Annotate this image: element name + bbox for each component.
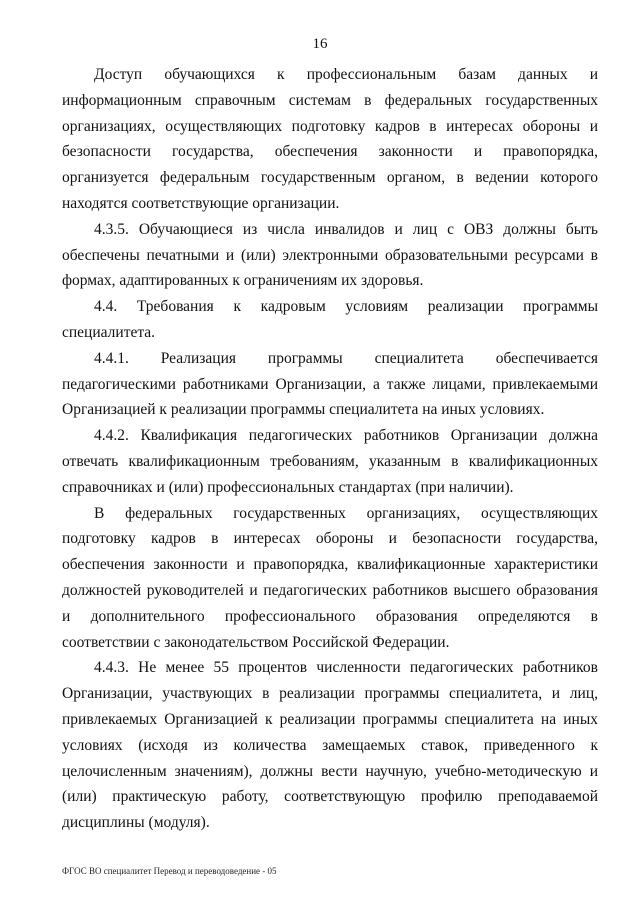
paragraph-4-4-2: 4.4.2. Квалификация педагогических работников Организации должна отвечать квалификационным требованиям, указанным в квалификационных справочниках и (или) профессиональных стандартах (при наличии). bbox=[62, 427, 598, 496]
paragraph-federal-orgs: В федеральных государственных организациях, осуществляющих подготовку кадров в интересах обороны и безопасности государства, обеспечения законности и правопорядка, квалификационные характеристики должностей руководителей и педагогических работников высшего образования и дополнительного профессионального образования определяются в соответствии с законодательством Российской Федерации. bbox=[62, 504, 598, 651]
paragraph-4-4-3: 4.4.3. Не менее 55 процентов численности педагогических работников Организации, участвующих в реализации программы специалитета, и лиц, привлекаемых Организацией к реализации программы специалитета на иных условиях (исходя из количества замещаемых ставок, приведенного к целочисленным значениям), должны вести научную, учебно-методическую и (или) практическую работу, соответствующую профилю преподаваемой дисциплины (модуля). bbox=[62, 659, 598, 832]
page-number: 16 bbox=[312, 36, 328, 52]
paragraph-4-4-1: 4.4.1. Реализация программы специалитета обеспечивается педагогическими работниками Организации, а также лицами, привлекаемыми Организацией к реализации программы специалитета на иных условиях. bbox=[62, 349, 598, 419]
document-body bbox=[62, 62, 598, 836]
paragraph-4-3-5: 4.3.5. Обучающиеся из числа инвалидов и лиц с ОВЗ должны быть обеспечены печатными и (или) электронными образовательными ресурсами в формах, адаптированных к ограничениям их здоровья. bbox=[62, 220, 598, 290]
paragraph-access: Доступ обучающихся к профессиональным базам данных и информационным справочным системам в федеральных государственных организациях, осуществляющих подготовку кадров в интересах обороны и безопасности государства, обеспечения законности и правопорядка, организуется федеральным государственным органом, в ведении которого находятся соответствующие организации. bbox=[62, 66, 598, 212]
page-footer: ФГОС ВО специалитет Перевод и переводоведение - 05 bbox=[62, 866, 277, 876]
paragraph-4-4: 4.4. Требования к кадровым условиям реализации программы специалитета. bbox=[62, 298, 598, 341]
